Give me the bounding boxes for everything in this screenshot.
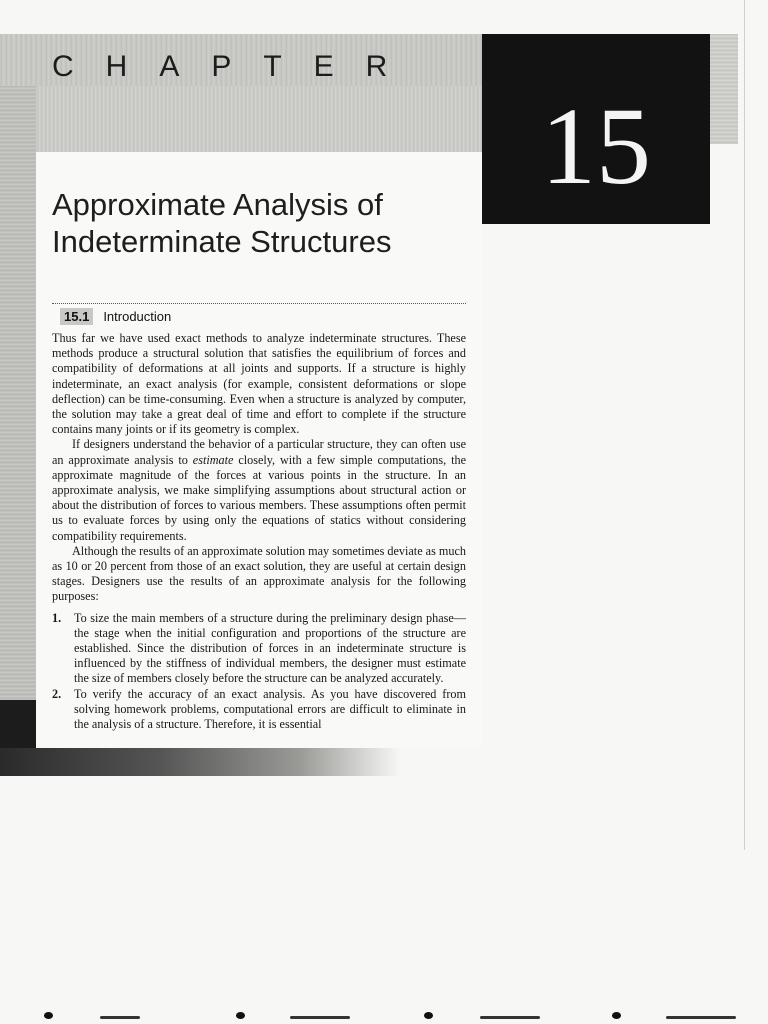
list-item-text: To size the main members of a structure during the preliminary design phase—the stage when the initial configuration and proportions of the structure are established. Since the distribution of forces in an indeterminate structure is influenced by the stiffness of individual members, the designer must estimate the size of members closely before the structure can be analyzed accurately.: [74, 610, 466, 686]
paragraph-1: Thus far we have used exact methods to analyze indeterminate structures. These methods produce a structural solution that satisfies the equilibrium of forces and compatibility of deformations at all joints and supports. If a structure is highly indeterminate, an exact analysis (for example, consistent deformations or slope deflection) can be time-consuming. Even when a structure is analyzed by computer, the solution may take a great deal of time and effort to complete if the structure contains many joints or if its geometry is complex.: [52, 331, 466, 437]
chapter-label: CHAPTER: [52, 50, 420, 83]
footer-band: [0, 748, 400, 776]
paragraph-2-before: If designers understand the behavior of a particular structure, they can often use an approximate analysis to: [52, 437, 466, 467]
list-item-text: To verify the accuracy of an exact analysis. As you have discovered from solving homework problems, computational errors are difficult to eliminate in the analysis of a structure. Therefore, it is essential: [74, 686, 466, 732]
scan-edge-line: [744, 0, 745, 850]
paragraph-2-emphasis: estimate: [192, 452, 234, 467]
scan-smudge: [290, 1016, 350, 1019]
chapter-number: 15: [541, 85, 651, 207]
section-heading: [60, 308, 171, 325]
chapter-title-line-1: Approximate Analysis of: [52, 187, 383, 222]
list-item: [52, 687, 466, 733]
binder-hole: [612, 1012, 621, 1019]
section-title: Introduction: [103, 309, 172, 324]
purpose-list: [52, 611, 466, 733]
scan-smudge: [100, 1016, 140, 1019]
list-item-number: 2.: [52, 686, 62, 701]
binder-hole: [424, 1012, 433, 1019]
paragraph-2: [52, 437, 466, 543]
list-item-number: 1.: [52, 610, 62, 625]
section-number: 15.1: [60, 308, 93, 325]
paragraph-2-after: closely, with a few simple computations, the approximate magnitude of the forces at various points in the structure. In an approximate analysis, we make simplifying assumptions about structural action or about the distribution of forces to various members. These assumptions often permit us to evaluate forces by using only the equations of statics without considering compatibility requirements.: [52, 452, 466, 543]
list-item: [52, 611, 466, 687]
header-band-right: [710, 34, 738, 144]
chapter-title: [52, 186, 472, 260]
binder-hole: [44, 1012, 53, 1019]
chapter-title-line-2: Indeterminate Structures: [52, 224, 392, 259]
header-band-inner: [36, 86, 482, 152]
scan-smudge: [666, 1016, 736, 1019]
binder-hole: [236, 1012, 245, 1019]
left-margin-band: [0, 86, 36, 776]
section-divider: [52, 303, 466, 304]
scan-smudge: [480, 1016, 540, 1019]
paragraph-3: Although the results of an approximate solution may sometimes deviate as much as 10 or 20 percent from those of an exact solution, they are useful at certain design stages. Designers use the results of an approximate analysis for the following purposes:: [52, 543, 466, 604]
body-text: [52, 331, 466, 732]
